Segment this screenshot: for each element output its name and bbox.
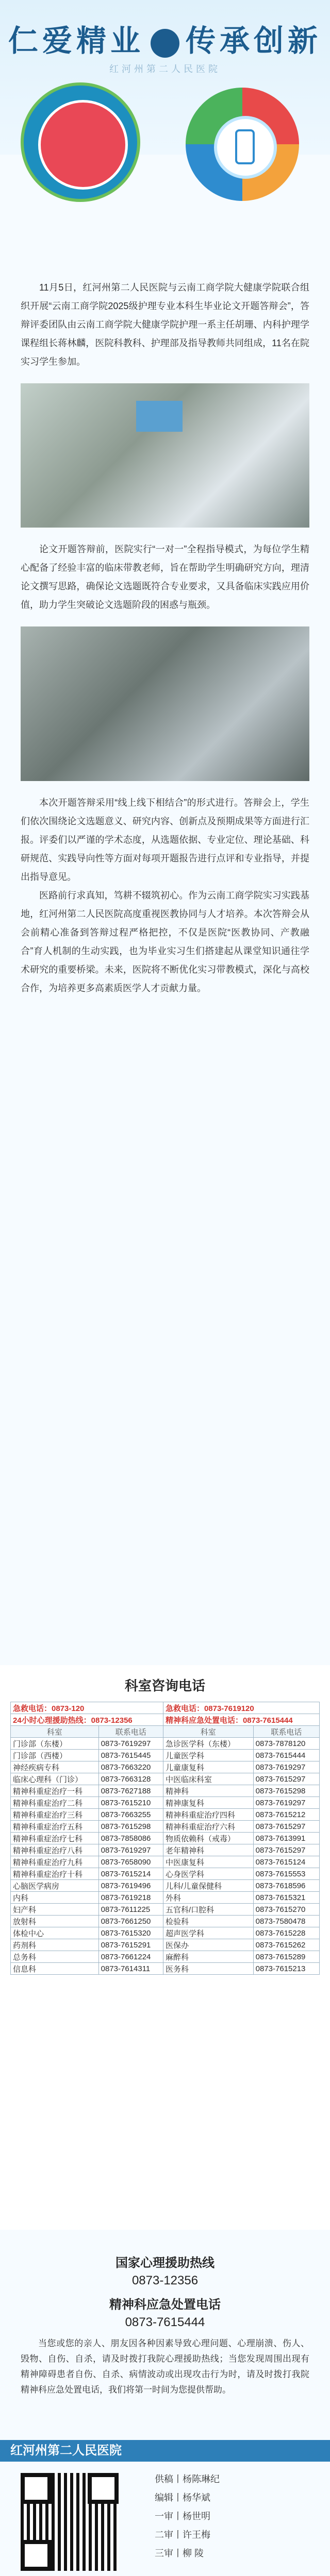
dept-cell: 精神科 — [163, 1785, 253, 1797]
table-row — [11, 1927, 320, 1939]
col-dept: 科室 — [11, 1726, 99, 1738]
col-phone-2: 联系电话 — [253, 1726, 319, 1738]
hotline-description: 当您或您的亲人、朋友因各种因素导致心理问题、心理崩溃、伤人、毁物、自伤、自杀，请及时拨打我院心理援助热线；当您发现周围出现有精神障碍患者自伤、自杀、病情波动或出现攻击行为时，请及时拨打我院精神科应急处置电话，我们将第一时间为您提供帮助。 — [21, 2338, 309, 2395]
table-row — [11, 1892, 320, 1904]
dept-cell: 物质依赖科（戒毒） — [163, 1833, 253, 1844]
dept-cell: 精神科重症治疗九科 — [11, 1856, 99, 1868]
phone-cell[interactable]: 0873-7658090 — [98, 1856, 163, 1868]
paragraph-4: 医路前行求真知，笃耕不辍筑初心。作为云南工商学院实习实践基地，红河州第二人民医院高度重视医教协同与人才培养。本次答辩会从会前精心准备到答辩过程严格把控，不仅是医院“医教协同、产教融合”育人机制的生动实践，也为毕业实习生们搭建起从课堂知识通往学术研究的重要桥梁。未来，医院将不断优化实习带教模式，深化与高校合作，为培养更多高素质医学人才贡献力量。 — [21, 890, 309, 993]
credits-list — [155, 2470, 220, 2563]
hotline-title-2: 精神科应急处置电话 — [109, 2298, 221, 2312]
phone-cell[interactable]: 0873-7615270 — [253, 1904, 319, 1916]
dept-cell: 精神科重症治疗四科 — [163, 1809, 253, 1821]
left-emblem-icon — [21, 82, 140, 202]
table-row — [11, 1856, 320, 1868]
table-row — [11, 1809, 320, 1821]
phone-cell[interactable]: 0873-7661224 — [98, 1951, 163, 1963]
dept-cell: 儿童康复科 — [163, 1761, 253, 1773]
dept-cell: 医务科 — [163, 1963, 253, 1975]
phone-cell[interactable]: 0873-7613991 — [253, 1833, 319, 1844]
dept-cell: 儿科/儿童保健科 — [163, 1880, 253, 1892]
photo-meeting-2 — [21, 626, 309, 781]
table-row — [11, 1797, 320, 1809]
dept-cell: 急诊医学科（东楼） — [163, 1738, 253, 1750]
table-row — [11, 1963, 320, 1975]
phone-cell[interactable]: 0873-7615297 — [253, 1773, 319, 1785]
paragraph-2: 论文开题答辩前，医院实行“一对一”全程指导模式，为每位学生精心配备了经验丰富的临床带教老师，旨在帮助学生明确研究方向，理清论文撰写思路，确保论文选题既符合专业要求，又具备临床实践应用价值，助力学生突破论文选题阶段的困惑与瓶颈。 — [21, 544, 309, 610]
table-header — [11, 1726, 320, 1738]
dept-cell: 外科 — [163, 1892, 253, 1904]
dept-cell: 精神科重症治疗一科 — [11, 1785, 99, 1797]
phone-cell[interactable]: 0873-7615297 — [253, 1821, 319, 1833]
slogan-right: 传承创新 — [186, 23, 322, 58]
phone-cell[interactable]: 0873-7619297 — [253, 1761, 319, 1773]
phone-cell[interactable]: 0873-7615213 — [253, 1963, 319, 1975]
qr-code-icon[interactable] — [21, 2473, 119, 2571]
dept-cell: 内科 — [11, 1892, 99, 1904]
phone-cell[interactable]: 0873-7619297 — [253, 1797, 319, 1809]
dept-cell: 儿童医学科 — [163, 1750, 253, 1761]
phone-cell[interactable]: 0873-7615210 — [98, 1797, 163, 1809]
phone-cell[interactable]: 0873-7615214 — [98, 1868, 163, 1880]
dept-cell: 体检中心 — [11, 1927, 99, 1939]
phone-cell[interactable]: 0873-7615320 — [98, 1927, 163, 1939]
phone-cell[interactable]: 0873-7858086 — [98, 1833, 163, 1844]
dept-cell: 心脑医学病房 — [11, 1880, 99, 1892]
phone-cell[interactable]: 0873-7619496 — [98, 1880, 163, 1892]
credit-item: 一审丨杨世明 — [155, 2511, 210, 2521]
hospital-logo-icon — [151, 29, 179, 58]
table-row — [11, 1773, 320, 1785]
phone-cell[interactable]: 0873-7615212 — [253, 1809, 319, 1821]
dept-cell: 放射科 — [11, 1916, 99, 1927]
dept-cell: 神经疾病专科 — [11, 1761, 99, 1773]
paragraph-1: 11月5日，红河州第二人民医院与云南工商学院大健康学院联合组织开展“云南工商学院2025级护理专业本科生毕业论文开题答辩会”，答辩评委团队由云南工商学院大健康学院护理一系主任胡珊、内科护理学课程组长蒋林麟，医院科教科、护理部及指导教师共同组成，11名在院实习学生参加。 — [21, 282, 309, 367]
phone-cell[interactable]: 0873-7615124 — [253, 1856, 319, 1868]
hotline-left: 24小时心理援助热线：0873-12356 — [11, 1714, 163, 1726]
dept-cell: 信息科 — [11, 1963, 99, 1975]
table-row — [11, 1821, 320, 1833]
table-row — [11, 1868, 320, 1880]
header-subtitle: 红河州第二人民医院 — [109, 64, 221, 74]
credit-item: 二审丨许王梅 — [155, 2530, 210, 2540]
phone-cell[interactable]: 0873-7580478 — [253, 1916, 319, 1927]
col-phone: 联系电话 — [98, 1726, 163, 1738]
phone-cell[interactable]: 0873-7619297 — [98, 1738, 163, 1750]
credit-item: 编辑丨杨华斌 — [155, 2493, 210, 2503]
hotline-right: 精神科应急处置电话：0873-7615444 — [163, 1714, 319, 1726]
phone-cell[interactable]: 0873-7627188 — [98, 1785, 163, 1797]
phone-cell[interactable]: 0873-7663128 — [98, 1773, 163, 1785]
credit-item: 三审丨柳 陵 — [155, 2548, 204, 2558]
dept-cell: 医保办 — [163, 1939, 253, 1951]
phone-cell[interactable]: 0873-7619218 — [98, 1892, 163, 1904]
phone-cell[interactable]: 0873-7878120 — [253, 1738, 319, 1750]
psych-hotline — [21, 2252, 309, 2398]
phone-directory — [0, 1665, 330, 2230]
dept-cell: 检验科 — [163, 1916, 253, 1927]
phone-cell[interactable]: 0873-7615291 — [98, 1939, 163, 1951]
table-row — [11, 1880, 320, 1892]
photo-meeting-1 — [21, 383, 309, 528]
dept-cell: 妇产科 — [11, 1904, 99, 1916]
hotline-title-1: 国家心理援助热线 — [116, 2256, 214, 2270]
credits-hospital-name: 红河州第二人民医院 — [0, 2440, 330, 2462]
table-row — [11, 1904, 320, 1916]
table-row — [11, 1750, 320, 1761]
phone-cell[interactable]: 0873-7615321 — [253, 1892, 319, 1904]
table-row — [11, 1761, 320, 1773]
dept-cell: 精神科重症治疗五科 — [11, 1821, 99, 1833]
phone-cell[interactable]: 0873-7614311 — [98, 1963, 163, 1975]
dept-cell: 精神科重症治疗六科 — [163, 1821, 253, 1833]
table-row — [11, 1738, 320, 1750]
hotline-number-2[interactable]: 0873-7615444 — [125, 2315, 205, 2329]
table-row — [11, 1951, 320, 1963]
emergency-left: 急救电话：0873-120 — [11, 1702, 163, 1714]
dept-cell: 门诊部（西楼） — [11, 1750, 99, 1761]
emergency-right: 急救电话：0873-7619120 — [163, 1702, 319, 1714]
phone-cell[interactable]: 0873-7615445 — [98, 1750, 163, 1761]
table-row — [11, 1844, 320, 1856]
col-dept-2: 科室 — [163, 1726, 253, 1738]
table-row — [11, 1785, 320, 1797]
dept-cell: 药剂科 — [11, 1939, 99, 1951]
credits — [0, 2437, 330, 2576]
article — [0, 278, 330, 997]
dept-cell: 临床心理科（门诊） — [11, 1773, 99, 1785]
phone-table — [10, 1702, 320, 1975]
dept-cell: 超声医学科 — [163, 1927, 253, 1939]
phone-cell[interactable]: 0873-7661250 — [98, 1916, 163, 1927]
slogan — [0, 16, 330, 60]
hotline-number-1[interactable]: 0873-12356 — [131, 2274, 199, 2287]
dept-cell: 精神康复科 — [163, 1797, 253, 1809]
phone-cell[interactable]: 0873-7615298 — [98, 1821, 163, 1833]
table-body — [11, 1738, 320, 1975]
phone-cell[interactable]: 0873-7663255 — [98, 1809, 163, 1821]
phone-cell[interactable]: 0873-7611225 — [98, 1904, 163, 1916]
dept-cell: 麻醉科 — [163, 1951, 253, 1963]
phone-cell[interactable]: 0873-7619297 — [98, 1844, 163, 1856]
right-emblem-icon — [186, 88, 299, 201]
paragraph-3: 本次开题答辩采用“线上线下相结合”的形式进行。答辩会上，学生们依次围绕论文选题意义、研究内容、创新点及预期成果等方面进行汇报。评委们以严谨的学术态度，从选题依据、专业定位、理论基础、科研规范、实践导向性等方面对每项开题报告进行点评和专业指导，并提出指导意见。 — [21, 798, 309, 882]
table-row — [11, 1916, 320, 1927]
table-row — [11, 1833, 320, 1844]
dept-cell: 精神科重症治疗七科 — [11, 1833, 99, 1844]
dept-cell: 心身医学科 — [163, 1868, 253, 1880]
dept-cell: 门诊部（东楼） — [11, 1738, 99, 1750]
dept-cell: 精神科重症治疗三科 — [11, 1809, 99, 1821]
table-row — [11, 1939, 320, 1951]
dept-cell: 中医康复科 — [163, 1856, 253, 1868]
phone-cell[interactable]: 0873-7615228 — [253, 1927, 319, 1939]
phone-cell[interactable]: 0873-7615444 — [253, 1750, 319, 1761]
dept-cell: 老年精神科 — [163, 1844, 253, 1856]
phone-cell[interactable]: 0873-7615289 — [253, 1951, 319, 1963]
phone-cell[interactable]: 0873-7618596 — [253, 1880, 319, 1892]
credit-item: 供稿丨杨陈琳纪 — [155, 2474, 220, 2484]
phone-directory-title: 科室咨询电话 — [124, 1678, 205, 1693]
dept-cell: 总务科 — [11, 1951, 99, 1963]
phone-cell[interactable]: 0873-7615553 — [253, 1868, 319, 1880]
dept-cell: 五官科/口腔科 — [163, 1904, 253, 1916]
phone-cell[interactable]: 0873-7615262 — [253, 1939, 319, 1951]
dept-cell: 精神科重症治疗二科 — [11, 1797, 99, 1809]
phone-cell[interactable]: 0873-7663220 — [98, 1761, 163, 1773]
phone-cell[interactable]: 0873-7615298 — [253, 1785, 319, 1797]
dept-cell: 中医临床科室 — [163, 1773, 253, 1785]
dept-cell: 精神科重症治疗八科 — [11, 1844, 99, 1856]
slogan-left: 仁爱精业 — [8, 23, 144, 58]
dept-cell: 精神科重症治疗十科 — [11, 1868, 99, 1880]
phone-cell[interactable]: 0873-7615297 — [253, 1844, 319, 1856]
